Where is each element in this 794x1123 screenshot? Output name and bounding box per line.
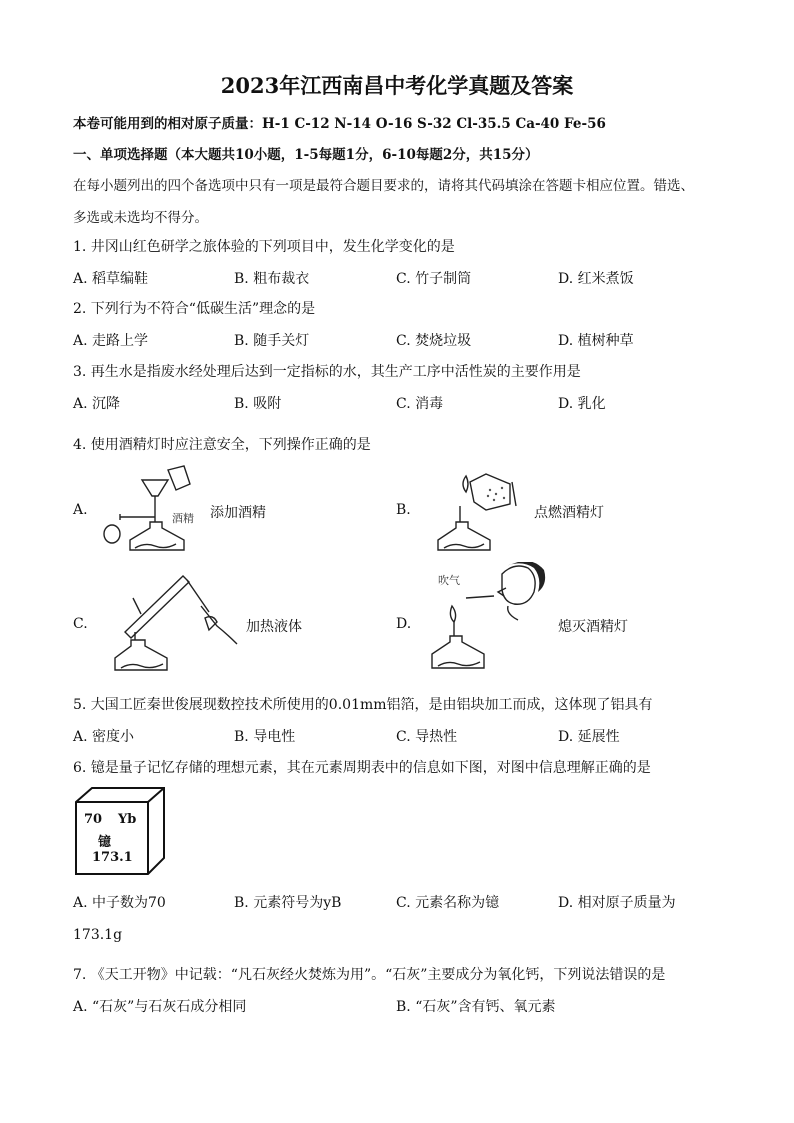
question-5-option-d[interactable]: D. 延展性 bbox=[558, 729, 620, 745]
question-1-option-b[interactable]: B. 粗布裁衣 bbox=[234, 271, 310, 287]
question-4-option-a-letter[interactable]: A. bbox=[73, 502, 88, 518]
instruction-line-1: 在每小题列出的四个备选项中只有一项是最符合题目要求的，请将其代码填涂在答题卡相应位置。错选、 bbox=[73, 178, 694, 194]
question-6-option-d[interactable]: D. 相对原子质量为 bbox=[558, 895, 676, 911]
question-3-stem: 3. 再生水是指废水经处理后达到一定指标的水，其生产工序中活性炭的主要作用是 bbox=[73, 364, 581, 380]
question-3-option-a[interactable]: A. 沉降 bbox=[73, 396, 121, 412]
instruction-line-2: 多选或未选均不得分。 bbox=[73, 210, 208, 226]
question-5-option-c[interactable]: C. 导热性 bbox=[396, 729, 458, 745]
question-2-option-c[interactable]: C. 焚烧垃圾 bbox=[396, 333, 472, 349]
question-6-option-b[interactable]: B. 元素符号为yB bbox=[234, 895, 342, 911]
chuiqi-label: 吹气 bbox=[438, 574, 460, 587]
question-2-option-a[interactable]: A. 走路上学 bbox=[73, 333, 149, 349]
question-2-option-d[interactable]: D. 植树种草 bbox=[558, 333, 634, 349]
question-5-option-a[interactable]: A. 密度小 bbox=[73, 729, 135, 745]
element-number: 70 bbox=[84, 812, 103, 827]
element-name: 镱 bbox=[98, 835, 112, 850]
page-title: 2023年江西南昌中考化学真题及答案 bbox=[220, 73, 574, 98]
question-6-stem: 6. 镱是量子记忆存储的理想元素，其在元素周期表中的信息如下图，对图中信息理解正确的是 bbox=[73, 760, 651, 776]
jiujing-label: 酒精 bbox=[172, 512, 194, 525]
question-4-option-c-letter[interactable]: C. bbox=[73, 616, 88, 632]
heating-liquid-figure bbox=[105, 568, 245, 674]
question-4-caption-d: 熄灭酒精灯 bbox=[558, 619, 628, 635]
question-6-option-a[interactable]: A. 中子数为70 bbox=[73, 895, 166, 911]
question-4-option-b-letter[interactable]: B. bbox=[396, 502, 411, 518]
alcohol-lamp-adding-figure bbox=[100, 462, 210, 554]
question-2-option-b[interactable]: B. 随手关灯 bbox=[234, 333, 310, 349]
question-1-option-a[interactable]: A. 稻草编鞋 bbox=[73, 271, 149, 287]
extinguish-lamp-figure bbox=[422, 562, 552, 674]
question-1-stem: 1. 井冈山红色研学之旅体验的下列项目中，发生化学变化的是 bbox=[73, 239, 455, 255]
question-1-option-d[interactable]: D. 红米煮饭 bbox=[558, 271, 634, 287]
question-6-option-d-continued: 173.1g bbox=[73, 927, 123, 943]
section-heading: 一、单项选择题（本大题共10小题，1-5每题1分，6-10每题2分，共15分） bbox=[73, 147, 539, 163]
question-3-option-b[interactable]: B. 吸附 bbox=[234, 396, 282, 412]
question-7-stem: 7. 《天工开物》中记载：“凡石灰经火焚炼为用”。“石灰”主要成分为氧化钙，下列说法错误的是 bbox=[73, 967, 666, 983]
question-3-option-c[interactable]: C. 消毒 bbox=[396, 396, 444, 412]
question-4-option-d-letter[interactable]: D. bbox=[396, 616, 412, 632]
element-mass: 173.1 bbox=[92, 850, 133, 865]
question-7-option-b[interactable]: B. “石灰”含有钙、氧元素 bbox=[396, 999, 556, 1015]
question-4-stem: 4. 使用酒精灯时应注意安全，下列操作正确的是 bbox=[73, 437, 371, 453]
question-5-stem: 5. 大国工匠秦世俊展现数控技术所使用的0.01mm铝箔，是由铝块加工而成，这体现了铝具有 bbox=[73, 697, 653, 713]
element-symbol: Yb bbox=[118, 812, 137, 827]
question-5-option-b[interactable]: B. 导电性 bbox=[234, 729, 296, 745]
question-4-caption-b: 点燃酒精灯 bbox=[534, 505, 604, 521]
question-4-caption-a: 添加酒精 bbox=[210, 505, 266, 521]
alcohol-lamp-lighting-figure bbox=[430, 466, 530, 554]
question-6-option-c[interactable]: C. 元素名称为镱 bbox=[396, 895, 500, 911]
question-7-option-a[interactable]: A. “石灰”与石灰石成分相同 bbox=[73, 999, 247, 1015]
question-3-option-d[interactable]: D. 乳化 bbox=[558, 396, 606, 412]
atomic-mass-line: 本卷可能用到的相对原子质量：H-1 C-12 N-14 O-16 S-32 Cl-35.5 Ca-40 Fe-56 bbox=[73, 116, 606, 132]
question-2-stem: 2. 下列行为不符合“低碳生活”理念的是 bbox=[73, 301, 316, 317]
question-4-caption-c: 加热液体 bbox=[246, 619, 302, 635]
question-1-option-c[interactable]: C. 竹子制筒 bbox=[396, 271, 472, 287]
